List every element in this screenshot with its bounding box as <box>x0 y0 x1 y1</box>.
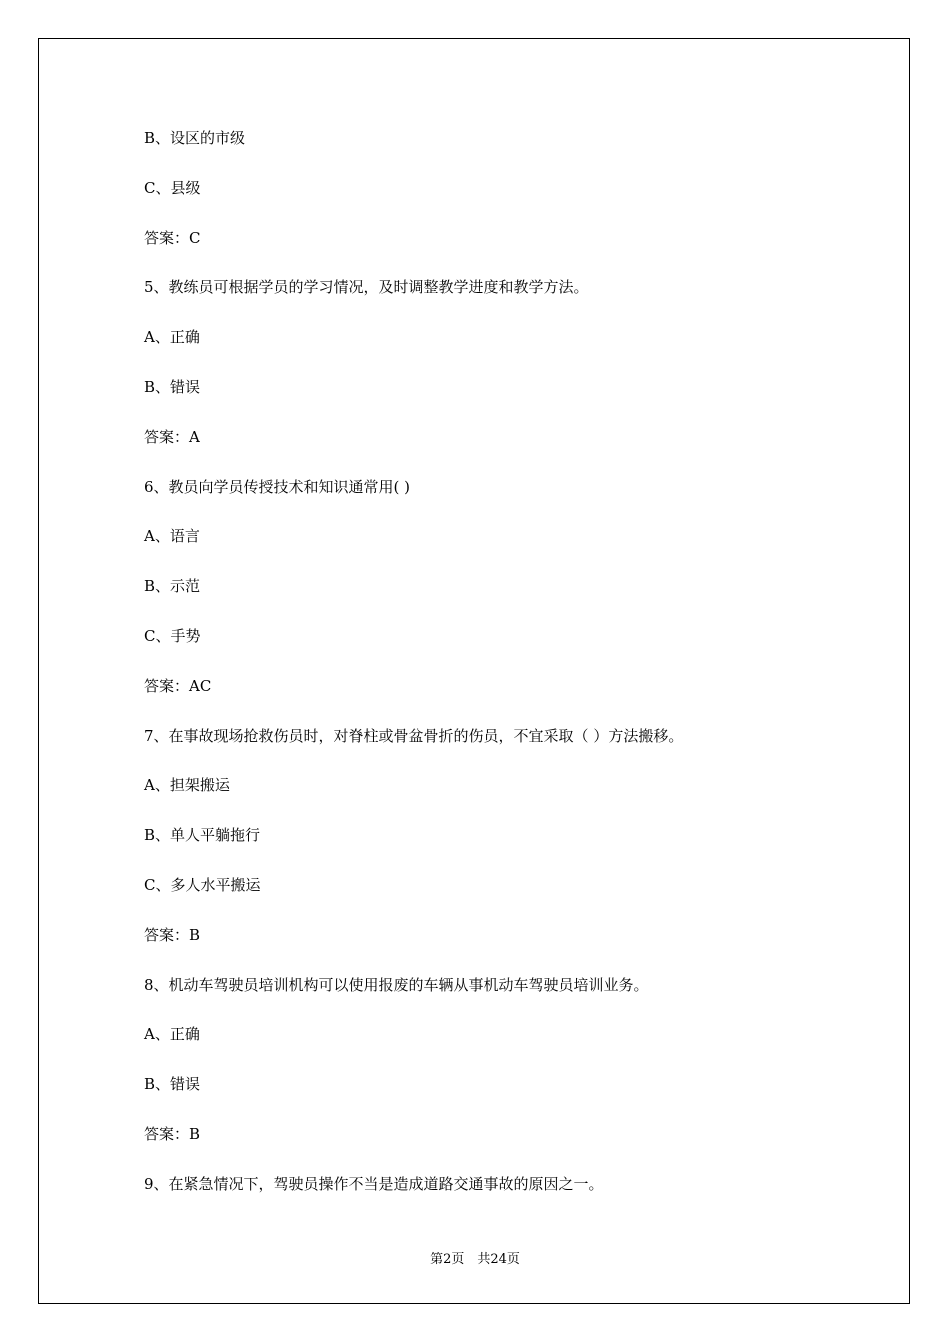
option-line: A、正确 <box>144 328 200 347</box>
option-line: A、语言 <box>144 527 200 546</box>
answer-line: 答案：B <box>144 925 201 944</box>
option-line: B、设区的市级 <box>144 129 246 147</box>
answer-line: 答案：B <box>144 1124 201 1143</box>
option-line: C、县级 <box>144 178 201 197</box>
question-line: 7、在事故现场抢救伤员时，对脊柱或骨盆骨折的伤员，不宜采取（ ）方法搬移。 <box>144 726 684 745</box>
answer-line: 答案：C <box>144 228 201 247</box>
question-line: 5、教练员可根据学员的学习情况，及时调整教学进度和教学方法。 <box>144 278 589 297</box>
option-line: B、错误 <box>144 377 201 396</box>
page-footer: 第2页 共24页 <box>430 1252 520 1267</box>
option-line: C、多人水平搬运 <box>144 875 261 894</box>
question-line: 8、机动车驾驶员培训机构可以使用报废的车辆从事机动车驾驶员培训业务。 <box>144 975 649 994</box>
question-line: 9、在紧急情况下，驾驶员操作不当是造成道路交通事故的原因之一。 <box>144 1174 604 1193</box>
option-line: C、手势 <box>144 626 201 645</box>
document-body <box>144 126 844 1222</box>
option-line: A、正确 <box>144 1025 200 1044</box>
option-line: B、单人平躺拖行 <box>144 826 261 845</box>
answer-line: 答案：AC <box>144 676 212 695</box>
option-line: A、担架搬运 <box>144 776 230 795</box>
option-line: B、错误 <box>144 1075 201 1094</box>
answer-line: 答案：A <box>144 427 200 446</box>
question-line: 6、教员向学员传授技术和知识通常用( ) <box>144 477 411 496</box>
option-line: B、示范 <box>144 577 201 596</box>
